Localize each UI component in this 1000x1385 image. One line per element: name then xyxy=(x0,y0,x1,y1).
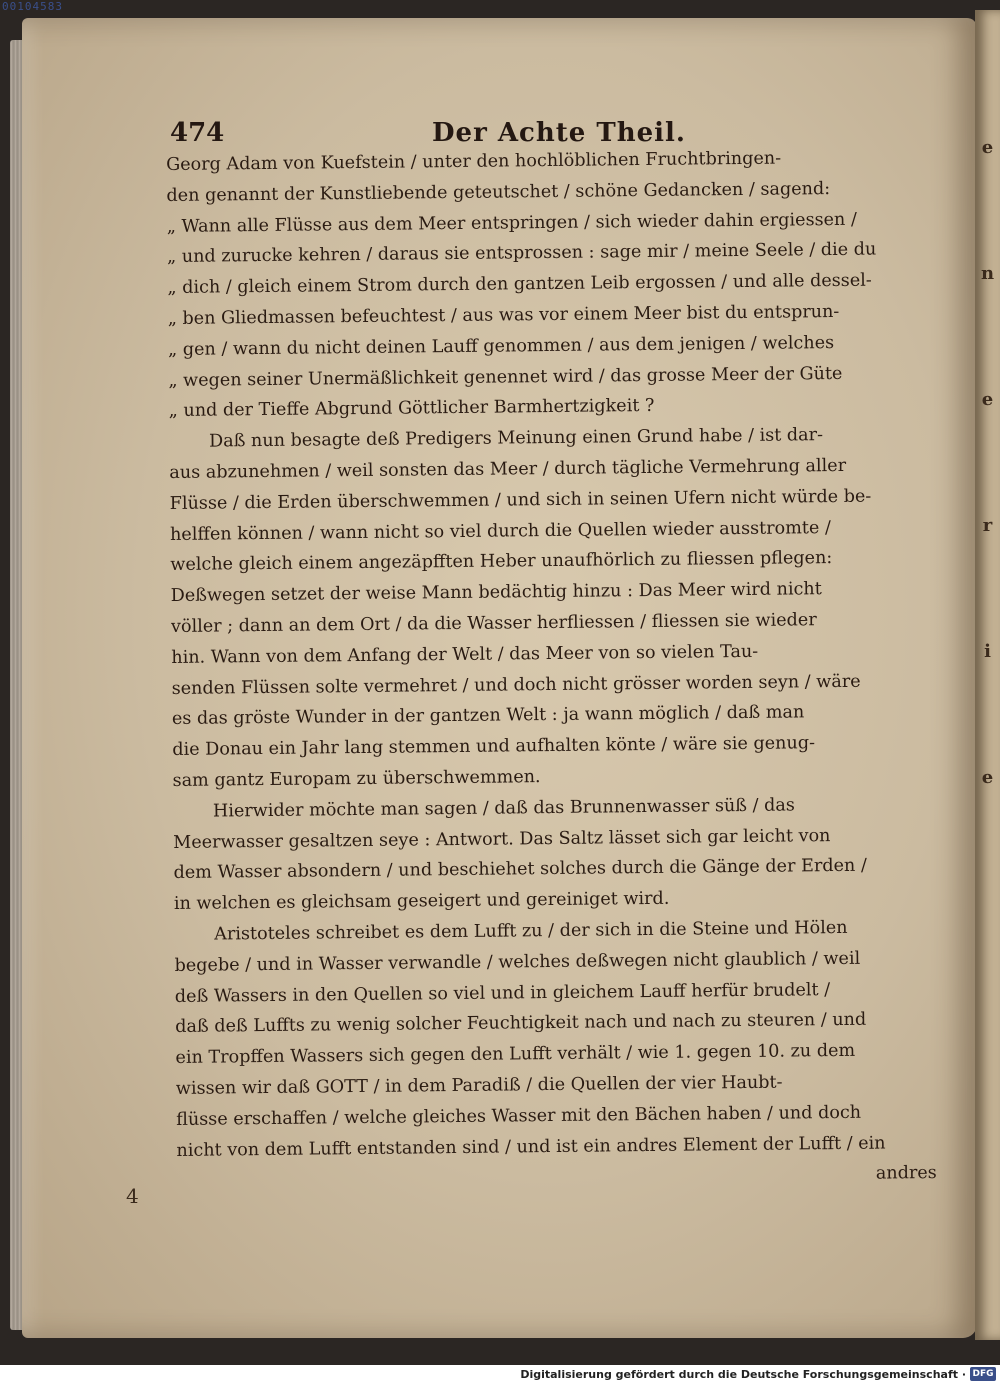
page-number: 474 xyxy=(170,118,225,148)
text-line: den genannt der Kunstliebende geteutschet / schöne Gedancken / sagend: xyxy=(166,178,831,206)
text-line: andres xyxy=(875,1163,937,1184)
body-text xyxy=(166,142,949,1197)
next-page-letter: r xyxy=(982,515,993,536)
next-page-letter: n xyxy=(980,263,995,284)
text-line: senden Flüssen solte vermehret / und doch nicht grösser worden seyn / wäre xyxy=(171,671,861,699)
text-line: „ dich / gleich einem Strom durch den gantzen Leib ergossen / und alle dessel- xyxy=(167,270,872,299)
text-line: es das gröste Wunder in der gantzen Welt : ja wann möglich / daß man xyxy=(171,702,805,730)
text-line: flüsse erschaffen / welche gleiches Wasser mit den Bächen haben / und doch xyxy=(176,1102,862,1130)
next-page-letter: e xyxy=(981,767,994,788)
text-line: „ und zurucke kehren / daraus sie entsprossen : sage mir / meine Seele / die du xyxy=(167,239,877,268)
text-line: Daß nun besagte deß Predigers Meinung einen Grund habe / ist dar- xyxy=(208,425,824,452)
text-line: Hierwider möchte man sagen / daß das Brunnenwasser süß / das xyxy=(212,795,796,822)
text-line: deß Wassers in den Quellen so viel und in gleichem Lauff herfür brudelt / xyxy=(174,979,831,1007)
text-line: die Donau ein Jahr lang stemmen und aufhalten könte / wäre sie genug- xyxy=(172,733,816,761)
text-line: aus abzunehmen / weil sonsten das Meer / durch tägliche Vermehrung aller xyxy=(169,455,847,483)
text-line: daß deß Luffts zu wenig solcher Feuchtigkeit nach und nach zu steuren / und xyxy=(175,1010,867,1038)
dfg-logo-icon: DFG xyxy=(970,1367,996,1381)
text-line: begebe / und in Wasser verwandle / welches deßwegen nicht glaublich / weil xyxy=(174,948,861,976)
digitization-footer xyxy=(0,1365,1000,1385)
next-page-letter: e xyxy=(981,389,994,410)
footer-credit: Digitalisierung gefördert durch die Deutsche Forschungsgemeinschaft · xyxy=(520,1368,966,1381)
text-line: „ wegen seiner Unermäßlichkeit genennet wird / das grosse Meer der Güte xyxy=(168,363,843,391)
text-line: wissen wir daß GOTT / in dem Paradiß / die Quellen der vier Haubt- xyxy=(175,1072,783,1099)
next-page-letter: i xyxy=(984,641,991,662)
text-line: helffen können / wann nicht so viel durch die Quellen wieder ausstromte / xyxy=(169,517,831,545)
text-line: „ ben Gliedmassen befeuchtest / aus was vor einem Meer bist du entsprun- xyxy=(167,301,840,329)
next-page-letter: e xyxy=(981,137,994,158)
text-line: nicht von dem Lufft entstanden sind / und ist ein andres Element der Lufft / ein xyxy=(176,1133,886,1161)
text-line: sam gantz Europam zu überschwemmen. xyxy=(172,767,541,791)
text-line: „ und der Tieffe Abgrund Göttlicher Barmhertzigkeit ? xyxy=(168,396,655,422)
text-line: Deßwegen setzet der weise Mann bedächtig hinzu : Das Meer wird nicht xyxy=(170,579,822,607)
text-line: Flüsse / die Erden überschwemmen / und sich in seinen Ufern nicht würde be- xyxy=(169,486,872,514)
text-line: Georg Adam von Kuefstein / unter den hochlöblichen Fruchtbringen- xyxy=(166,148,782,175)
marginal-mark: 4 xyxy=(126,1184,139,1208)
text-line: Meerwasser gesaltzen seye : Antwort. Das Saltz lässet sich gar leicht von xyxy=(173,825,831,853)
next-page-fragment xyxy=(975,10,1000,1340)
text-line: „ gen / wann du nicht deinen Lauff genommen / aus dem jenigen / welches xyxy=(167,332,835,360)
text-line: welche gleich einem angezäpfften Heber unaufhörlich zu fliessen pflegen: xyxy=(170,548,833,576)
running-head: Der Achte Theil. xyxy=(432,118,686,148)
text-line: ein Tropffen Wassers sich gegen den Lufft verhält / wie 1. gegen 10. zu dem xyxy=(175,1040,856,1069)
text-line: „ Wann alle Flüsse aus dem Meer entspringen / sich wieder dahin ergiessen / xyxy=(166,209,857,237)
text-line: Aristoteles schreibet es dem Lufft zu / der sich in die Steine und Hölen xyxy=(214,917,848,945)
text-line: hin. Wann von dem Anfang der Welt / das Meer von so vielen Tau- xyxy=(171,641,759,668)
scan-id-label: 00104583 xyxy=(2,0,63,13)
text-line: in welchen es gleichsam geseigert und gereiniget wird. xyxy=(173,888,670,915)
text-line: völler ; dann an dem Ort / da die Wasser herfliessen / fliessen sie wieder xyxy=(170,610,817,637)
text-line: dem Wasser absondern / und beschiehet solches durch die Gänge der Erden / xyxy=(173,856,867,884)
